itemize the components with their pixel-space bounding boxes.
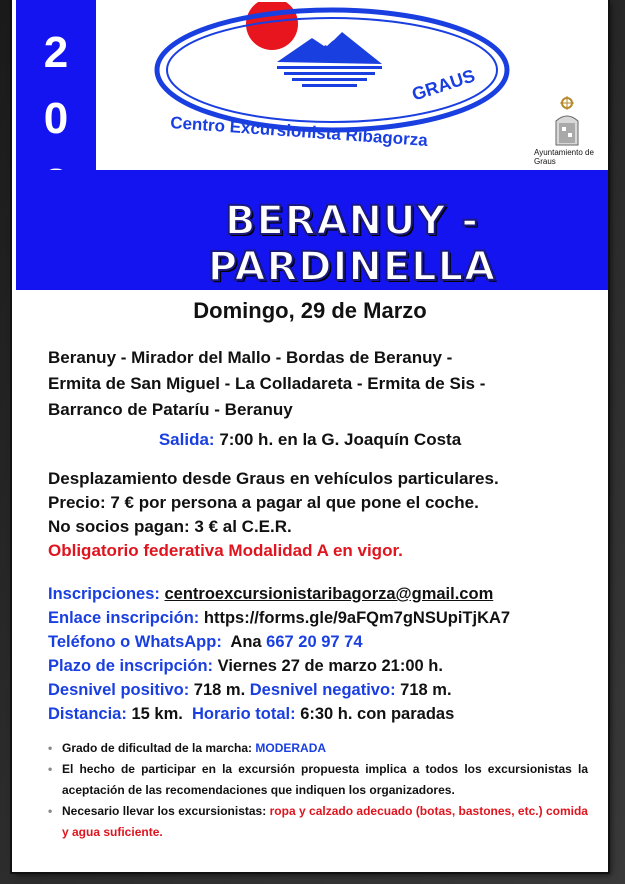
elevation-loss-label: Desnivel negativo: bbox=[249, 681, 396, 699]
elevation-row bbox=[48, 678, 608, 702]
departure-info bbox=[12, 430, 608, 450]
registration-email-label: Inscripciones: bbox=[48, 585, 160, 603]
list-item bbox=[48, 759, 588, 801]
year-digit: 0 bbox=[43, 94, 69, 143]
list-item bbox=[48, 738, 588, 759]
route-line: Ermita de San Miguel - La Colladareta - Ermita de Sis - bbox=[48, 374, 486, 393]
registration-info bbox=[48, 582, 608, 726]
year-digit: 2 bbox=[43, 28, 69, 77]
event-date: Domingo, 29 de Marzo bbox=[193, 298, 427, 323]
deadline-label: Plazo de inscripción: bbox=[48, 657, 214, 675]
elevation-gain-value: 718 m. bbox=[193, 681, 246, 699]
contact-name: Ana bbox=[230, 633, 262, 651]
departure-label: Salida: bbox=[158, 430, 215, 449]
phone-row bbox=[48, 630, 608, 654]
participation-note: El hecho de participar en la excursión propuesta implica a todos los excursionistas la aceptación de las recomendaciones que indiquen los organizadores. bbox=[62, 762, 588, 797]
phone-number[interactable]: 667 20 97 74 bbox=[266, 633, 363, 651]
difficulty-label: Grado de dificultad de la marcha: bbox=[62, 741, 253, 755]
elevation-loss-value: 718 m. bbox=[400, 681, 452, 699]
difficulty-value: MODERADA bbox=[255, 741, 327, 755]
list-item bbox=[48, 801, 588, 843]
deadline-value: Viernes 27 de marzo 21:00 h. bbox=[217, 657, 443, 675]
phone-label: Teléfono o WhatsApp: bbox=[48, 633, 222, 651]
registration-email-link[interactable]: centroexcursionistaribagorza@gmail.com bbox=[164, 585, 494, 603]
registration-link[interactable]: https://forms.gle/9aFQm7gNSUpiTjKA7 bbox=[203, 609, 511, 627]
distance-row bbox=[48, 702, 608, 726]
total-time-label: Horario total: bbox=[192, 705, 296, 723]
deadline-row bbox=[48, 654, 608, 678]
route-description bbox=[48, 345, 588, 423]
club-logo bbox=[152, 2, 522, 172]
poster bbox=[12, 0, 608, 872]
departure-value: 7:00 h. en la G. Joaquín Costa bbox=[219, 430, 462, 449]
supplies-value: comida y agua suficiente. bbox=[62, 804, 588, 839]
notes-list bbox=[48, 738, 588, 843]
transport-line: Desplazamiento desde Graus en vehículos particulares. bbox=[48, 469, 499, 488]
equipment-value: ropa y calzado adecuado (botas, bastones, etc.) bbox=[269, 804, 543, 818]
trip-info bbox=[48, 467, 608, 563]
logo-org-name: Centro Excursionista Ribagorza bbox=[169, 113, 429, 150]
price-line: Precio: 7 € por persona a pagar al que pone el coche. bbox=[48, 493, 479, 512]
registration-email-row bbox=[48, 582, 608, 606]
logo-town: GRAUS bbox=[409, 65, 478, 105]
route-line: Beranuy - Mirador del Mallo - Bordas de Beranuy - bbox=[48, 348, 453, 367]
distance-label: Distancia: bbox=[48, 705, 127, 723]
elevation-gain-label: Desnivel positivo: bbox=[48, 681, 190, 699]
total-time-value: 6:30 h. con paradas bbox=[300, 705, 455, 723]
route-line: Barranco de Pataríu - Beranuy bbox=[48, 400, 293, 419]
non-member-price-line: No socios pagan: 3 € al C.E.R. bbox=[48, 517, 292, 536]
registration-link-row bbox=[48, 606, 608, 630]
event-title: BERANUY - PARDINELLA bbox=[207, 198, 497, 290]
ayuntamiento-label: Ayuntamiento de Graus bbox=[534, 148, 594, 166]
registration-link-label: Enlace inscripción: bbox=[48, 609, 200, 627]
license-requirement-line: Obligatorio federativa Modalidad A en vigor. bbox=[48, 541, 403, 560]
equipment-label: Necesario llevar los excursionistas: bbox=[62, 804, 267, 818]
distance-value: 15 km. bbox=[131, 705, 183, 723]
